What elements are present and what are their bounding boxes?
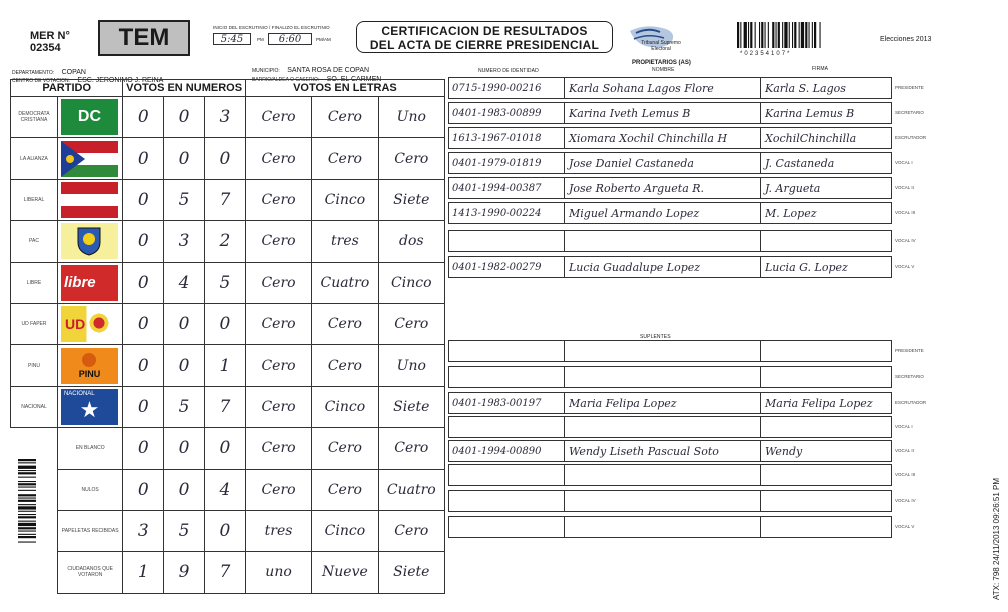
member-signature: Karla S. Lagos	[765, 81, 846, 95]
member-row	[448, 77, 892, 99]
col-votos-letras: VOTOS EN LETRAS	[245, 80, 444, 97]
elecciones-logo: Elecciones 2013	[880, 36, 932, 43]
vote-digit: 0	[164, 303, 205, 344]
vote-word: Cero	[378, 138, 444, 179]
tem-box: TEM	[98, 20, 190, 56]
start-ampm: PM	[257, 37, 264, 42]
member-row	[448, 230, 892, 252]
member-id: 0401-1994-00387	[449, 178, 565, 198]
summary-label: NULOS	[57, 469, 122, 510]
vote-digit: 0	[164, 428, 205, 469]
party-logo	[57, 303, 122, 344]
member-name: Miguel Armando Lopez	[565, 203, 761, 223]
member-role: VOCAL IV	[895, 238, 916, 243]
party-row	[11, 386, 445, 427]
vote-word: Cero	[312, 469, 378, 510]
party-name: DEMOCRATA CRISTIANA	[11, 97, 58, 138]
member-name: Wendy Liseth Pascual Soto	[565, 441, 761, 461]
barrio-value: SO. EL CARMEN	[326, 76, 382, 83]
vote-word: Cero	[245, 221, 311, 262]
member-signature: Maria Felipa Lopez	[765, 396, 873, 410]
vote-digit: 3	[123, 510, 164, 551]
propietarios-title: PROPIETARIOS (AS)	[632, 60, 691, 66]
vote-word: Cero	[245, 428, 311, 469]
member-id	[449, 367, 565, 387]
member-id	[449, 417, 565, 437]
alianza-flag-icon	[61, 141, 118, 177]
vote-word: Nueve	[312, 552, 378, 593]
vote-word: Cinco	[312, 510, 378, 551]
vote-word: Cero	[378, 428, 444, 469]
escrutinio-label: INICIO DEL ESCRUTINIO / FINALIZO EL ESCRUTINIO	[213, 25, 330, 30]
vote-digit: 0	[205, 428, 246, 469]
vote-digit: 0	[205, 303, 246, 344]
ud-faper-logo-icon: UD	[61, 306, 118, 342]
vote-word: Cero	[245, 138, 311, 179]
vote-digit: 2	[205, 221, 246, 262]
member-signature: XochilChinchilla	[765, 131, 857, 145]
summary-label: CIUDADANOS QUE VOTARON	[57, 552, 122, 593]
member-id: 0401-1994-00890	[449, 441, 565, 461]
summary-row	[11, 428, 445, 469]
member-name	[565, 367, 761, 387]
member-role: ESCRUTADOR	[895, 400, 927, 405]
suplentes-title: SUPLENTES	[640, 334, 671, 340]
member-row	[448, 392, 892, 414]
liberal-flag-icon	[61, 182, 118, 218]
party-logo	[57, 345, 122, 386]
member-name	[565, 465, 761, 485]
vote-word: Siete	[378, 552, 444, 593]
party-row	[11, 221, 445, 262]
member-role: VOCAL III	[895, 472, 916, 477]
vote-digit: 1	[123, 552, 164, 593]
member-role: SECRETARIO	[895, 110, 924, 115]
member-name	[565, 341, 761, 361]
party-row	[11, 179, 445, 220]
vote-digit: 1	[205, 345, 246, 386]
member-id: 0715-1990-00216	[449, 78, 565, 98]
member-name	[565, 517, 761, 537]
party-logo	[57, 221, 122, 262]
vote-digit: 5	[164, 386, 205, 427]
vote-word: dos	[378, 221, 444, 262]
member-signature: Lucia G. Lopez	[765, 260, 848, 274]
member-row	[448, 202, 892, 224]
seal-text: Tribunal Supremo Electoral	[641, 40, 681, 52]
member-role: VOCAL IV	[895, 498, 916, 503]
vote-digit: 0	[123, 221, 164, 262]
vote-word: Cero	[312, 345, 378, 386]
vote-digit: 0	[123, 386, 164, 427]
member-id: 0401-1983-00899	[449, 103, 565, 123]
member-role: PRESIDENTE	[895, 348, 924, 353]
vote-word: Siete	[378, 386, 444, 427]
dc-logo-icon: DC	[61, 99, 118, 135]
vote-digit: 0	[123, 428, 164, 469]
member-signature	[761, 417, 891, 437]
libre-logo-icon: libre	[61, 265, 118, 301]
centro-value: ESC. JERONIMO J. REINA	[77, 77, 164, 84]
barrio-label: BARRIO/ALDEA O CASERIO:	[252, 77, 320, 83]
member-id	[449, 465, 565, 485]
member-name: Jose Daniel Castaneda	[565, 153, 761, 173]
member-id: 1613-1967-01018	[449, 128, 565, 148]
member-role: ESCRUTADOR	[895, 135, 927, 140]
member-name: Karina Iveth Lemus B	[565, 103, 761, 123]
party-name: LA ALIANZA	[11, 138, 58, 179]
member-signature: M. Lopez	[765, 206, 817, 220]
departamento-value: COPAN	[61, 69, 86, 76]
party-logo	[57, 138, 122, 179]
member-row	[448, 127, 892, 149]
member-signature	[761, 367, 891, 387]
departamento-label: DEPARTAMENTO:	[12, 70, 55, 76]
party-row	[11, 97, 445, 138]
member-row	[448, 416, 892, 438]
vote-word: Cero	[312, 303, 378, 344]
vote-digit: 3	[164, 221, 205, 262]
vote-digit: 0	[205, 138, 246, 179]
vote-word: Cinco	[312, 386, 378, 427]
member-role: VOCAL II	[895, 448, 914, 453]
vote-word: Cinco	[312, 179, 378, 220]
col-numero-identidad: NUMERO DE IDENTIDAD	[478, 68, 539, 74]
vote-digit: 0	[164, 138, 205, 179]
member-role: VOCAL II	[895, 185, 914, 190]
pac-shield-icon	[61, 223, 118, 259]
vertical-barcode-icon	[18, 459, 36, 579]
vote-word: Cero	[245, 345, 311, 386]
party-name: UD FAPER	[11, 303, 58, 344]
party-logo	[57, 179, 122, 220]
vote-word: Cero	[245, 179, 311, 220]
member-id	[449, 491, 565, 511]
vote-digit: 0	[164, 97, 205, 138]
member-signature	[761, 465, 891, 485]
scan-timestamp: ATX: 798 24/11/2013 09:26:51 PM	[992, 477, 1001, 600]
col-votos-numeros: VOTOS EN NUMEROS	[123, 80, 246, 97]
vote-word: Cero	[245, 469, 311, 510]
member-row	[448, 256, 892, 278]
col-nombre: NOMBRE	[652, 67, 675, 73]
member-name: Maria Felipa Lopez	[565, 393, 761, 413]
vote-digit: 0	[205, 510, 246, 551]
member-name	[565, 231, 761, 251]
member-name	[565, 417, 761, 437]
vote-word: Cero	[312, 428, 378, 469]
pinu-logo-icon: PINU	[61, 348, 118, 384]
member-signature: Wendy	[765, 444, 803, 458]
party-row	[11, 303, 445, 344]
party-name: PAC	[11, 221, 58, 262]
summary-row	[11, 552, 445, 593]
vote-digit: 0	[123, 345, 164, 386]
vote-digit: 0	[164, 469, 205, 510]
member-role: VOCAL III	[895, 210, 916, 215]
summary-row	[11, 510, 445, 551]
vote-digit: 0	[123, 179, 164, 220]
vote-word: Cuatro	[312, 262, 378, 303]
document-title	[356, 21, 613, 53]
vote-digit: 0	[164, 345, 205, 386]
summary-label: EN BLANCO	[57, 428, 122, 469]
mer-label: MER N°	[30, 30, 70, 42]
summary-label: PAPELETAS RECIBIDAS	[57, 510, 122, 551]
member-row	[448, 464, 892, 486]
vote-word: Cero	[312, 138, 378, 179]
votes-table	[10, 79, 445, 594]
mer-number: 02354	[30, 42, 61, 54]
member-id: 0401-1979-01819	[449, 153, 565, 173]
vote-word: Cero	[245, 262, 311, 303]
municipio-value: SANTA ROSA DE COPAN	[287, 67, 370, 74]
party-name: NACIONAL	[11, 386, 58, 427]
barcode-icon	[737, 22, 875, 48]
member-signature	[761, 341, 891, 361]
vote-word: Uno	[378, 345, 444, 386]
member-row	[448, 177, 892, 199]
member-id	[449, 231, 565, 251]
vote-word: tres	[245, 510, 311, 551]
nacional-star-icon: NACIONAL ★	[61, 389, 118, 425]
member-signature	[761, 517, 891, 537]
title-line-2: DEL ACTA DE CIERRE PRESIDENCIAL	[369, 38, 600, 52]
member-name	[565, 491, 761, 511]
vote-word: Cero	[245, 386, 311, 427]
vote-digit: 4	[164, 262, 205, 303]
member-signature: J. Castaneda	[765, 156, 835, 170]
vote-word: Siete	[378, 179, 444, 220]
vote-word: Cinco	[378, 262, 444, 303]
vote-word: Cero	[312, 97, 378, 138]
member-name: Karla Sohana Lagos Flore	[565, 78, 761, 98]
vote-word: Cuatro	[378, 469, 444, 510]
member-row	[448, 490, 892, 512]
member-row	[448, 516, 892, 538]
member-id: 1413-1990-00224	[449, 203, 565, 223]
vote-digit: 5	[205, 262, 246, 303]
centro-label: CENTRO DE VOTACION:	[12, 78, 70, 84]
vote-digit: 7	[205, 386, 246, 427]
party-logo	[57, 97, 122, 138]
member-id	[449, 341, 565, 361]
vote-word: Cero	[245, 303, 311, 344]
party-name: PINU	[11, 345, 58, 386]
member-row	[448, 340, 892, 362]
member-row	[448, 440, 892, 462]
member-id: 0401-1982-00279	[449, 257, 565, 277]
vote-digit: 5	[164, 179, 205, 220]
member-id: 0401-1983-00197	[449, 393, 565, 413]
member-signature	[761, 491, 891, 511]
member-name: Xiomara Xochil Chinchilla H	[565, 128, 761, 148]
member-role: VOCAL I	[895, 424, 913, 429]
barcode-number: *02354107*	[740, 51, 792, 57]
vote-word: Uno	[378, 97, 444, 138]
vote-digit: 3	[205, 97, 246, 138]
member-role: VOCAL V	[895, 264, 915, 269]
vote-digit: 7	[205, 552, 246, 593]
vote-digit: 4	[205, 469, 246, 510]
member-signature: J. Argueta	[765, 181, 821, 195]
col-firma: FIRMA	[812, 66, 829, 72]
vote-word: Cero	[245, 97, 311, 138]
vote-digit: 5	[164, 510, 205, 551]
vote-digit: 0	[123, 97, 164, 138]
vote-word: tres	[312, 221, 378, 262]
vote-word: Cero	[378, 510, 444, 551]
party-row	[11, 138, 445, 179]
party-name: LIBERAL	[11, 179, 58, 220]
party-logo	[57, 262, 122, 303]
party-logo	[57, 386, 122, 427]
party-name: LIBRE	[11, 262, 58, 303]
vote-digit: 0	[123, 469, 164, 510]
vote-digit: 7	[205, 179, 246, 220]
member-row	[448, 102, 892, 124]
title-line-1: CERTIFICACION DE RESULTADOS	[381, 24, 588, 38]
member-signature: Karina Lemus B	[765, 106, 855, 120]
member-id	[449, 517, 565, 537]
start-time: 5:45	[213, 33, 251, 45]
member-row	[448, 152, 892, 174]
vote-word: Cero	[378, 303, 444, 344]
party-row	[11, 262, 445, 303]
member-row	[448, 366, 892, 388]
summary-row	[11, 469, 445, 510]
party-row	[11, 345, 445, 386]
member-role: SECRETARIO	[895, 374, 924, 379]
vote-digit: 0	[123, 138, 164, 179]
vote-digit: 0	[123, 303, 164, 344]
member-name: Jose Roberto Argueta R.	[565, 178, 761, 198]
col-partido: PARTIDO	[11, 80, 123, 97]
member-role: VOCAL V	[895, 524, 915, 529]
member-role: PRESIDENTE	[895, 85, 924, 90]
member-name: Lucia Guadalupe Lopez	[565, 257, 761, 277]
member-signature	[761, 231, 891, 251]
end-time: 6:60	[268, 33, 312, 45]
member-role: VOCAL I	[895, 160, 913, 165]
end-ampm: PM/AM	[316, 37, 331, 42]
vote-digit: 9	[164, 552, 205, 593]
vote-word: uno	[245, 552, 311, 593]
municipio-label: MUNICIPIO:	[252, 68, 280, 74]
vote-digit: 0	[123, 262, 164, 303]
